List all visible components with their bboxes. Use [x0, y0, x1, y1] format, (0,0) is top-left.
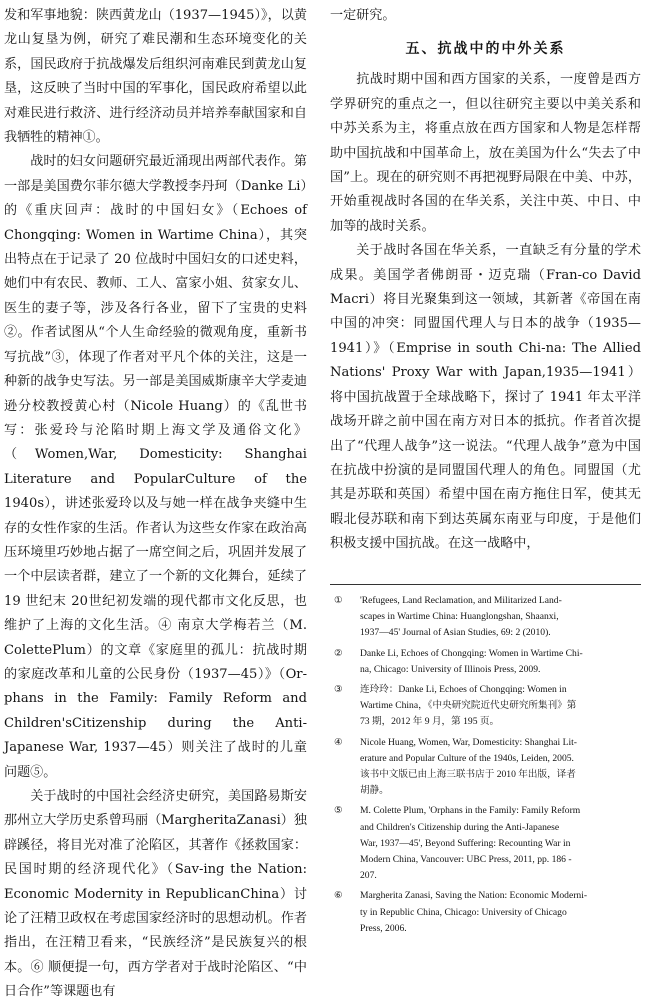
footnote-text [360, 646, 641, 678]
left-column [4, 4, 307, 1005]
text-line: 讨了 1941 年太平洋战场开辟之前中国在南方对 [330, 389, 641, 430]
text-line: 以中美关系和中苏关系为主，将重点放在西方 [330, 96, 642, 137]
text-line: na: The Allied Nations' Proxy War with Japan, [330, 340, 641, 381]
text-line: 一定研究。 [330, 8, 396, 23]
footnote-line: 73 期，2012 年 9 月，第 195 页。 [360, 716, 500, 728]
text-line: 在战争夹缝中生存的女性作家的生活。作者认 [4, 496, 308, 536]
text-line: 以黄龙山复垦为例，研究了难民潮和生态环境 [4, 8, 308, 48]
text-line: China）讨论了汪精卫政权在考虑国家经济时的 [4, 886, 307, 927]
text-line: 者对平凡个体的关注，这是一种新的战争史写 [4, 349, 307, 390]
footnote-text [360, 888, 641, 937]
text-line: 济”是民族复兴的根本。⑥ 顺便提一句，西方 [4, 935, 307, 975]
text-line: 究则不再把视野局限在中美、中苏，开始重视 [330, 170, 642, 210]
footnote-line: 207. [360, 870, 377, 882]
text-line: 45）则关注了战时的儿童问题⑤。 [4, 740, 307, 780]
footnote-mark: ⑤ [334, 805, 343, 817]
text-line: 姐、贫家女儿、医生的妻子等，涉及各行各业， [4, 276, 308, 316]
text-line: 世纪初发端的现代都市文化反思，也维护了上 [4, 593, 307, 634]
footnote [330, 646, 641, 678]
text-line: 法。另一部是美国威斯康辛大学麦迪逊分校教 [4, 374, 308, 414]
footnotes [330, 584, 641, 941]
text-line: 庭改革和儿童的公民身份（1937—45）》（Or- [31, 666, 307, 682]
footnote-line: 连玲玲：Danke Li, Echoes of Chongqing: Women in [360, 684, 567, 696]
footnote-line: scapes in Wartime China: Huanglongshan, Shaanxi, [360, 611, 559, 623]
text-line: 战时的妇女问题研究最近涌现出两部代 [30, 154, 255, 170]
footnote-text [360, 803, 641, 884]
text-line: 1935—1941）将中国抗战置于全球战略下，探 [330, 365, 641, 405]
text-line: Zanasi）独辟蹊径，将目光对准了沦陷区，其著 [4, 813, 307, 853]
right-column [330, 4, 641, 557]
footnote-mark: ③ [334, 684, 343, 696]
text-line: 表作。第一部是美国费尔菲尔德大学教授李丹珂 [4, 154, 308, 194]
text-line: 述史料，她们中有农民、教师、工人、富家小 [4, 252, 307, 292]
footnote [330, 888, 641, 937]
text-line: 发和军事地貌：陕西黄龙山（1937—1945）》， [4, 8, 281, 23]
text-line: 于是他们积极支援中国抗战。在这一战略中， [330, 511, 642, 552]
footnote-text [360, 682, 641, 731]
text-line: 等的战时关系。 [343, 218, 435, 234]
footnote-line: 胡静。 [360, 785, 389, 797]
footnote-line: erature and Popular Culture of the 1940s, Leiden, 2005. [360, 752, 574, 764]
footnote-line: Danke Li, Echoes of Chongqing: Women in Wartime Chi- [360, 647, 583, 659]
text-line: 是西方学界研究的重点之一，但以往研究主要 [330, 72, 641, 112]
text-line: 演的是同盟国代理人的角色。同盟国（尤其是 [330, 462, 642, 503]
text-line: 作《拯救国家：民国时期的经济现代化》（Sav- [4, 837, 308, 878]
footnote-line: Margherita Zanasi, Saving the Nation: Economic Moderni- [360, 890, 588, 902]
paragraph [4, 785, 307, 1005]
right-paragraphs [330, 68, 641, 556]
footnote-line: 'Refugees, Land Reclamation, and Militarized Land- [360, 595, 562, 606]
text-line: 授黄心村（Nicole Huang）的《乱世书写：张爱 [4, 398, 308, 438]
footnote [330, 735, 641, 800]
text-line: Citizenship during the Anti-Japanese War, 1937— [4, 715, 307, 756]
text-line: 学者对于战时沦陷区、“中日合作”等课题也有 [4, 959, 307, 1000]
footnote-line: ty in Republic China, Chicago: University of Chicago [360, 906, 567, 918]
text-line: Plum）的文章《家庭里的孤儿：抗战时期的家 [4, 642, 307, 682]
text-line: 化，国民政府希望以此对难民进行救济、进行 [4, 81, 308, 121]
text-line: （Echoes of Chongqing: Women in Wartime China）， [4, 203, 307, 243]
text-line: 建立了一个新的文化舞台，延续了 19 世纪末 20 [4, 569, 308, 609]
text-line: 经验的微观角度，重新书写抗战”③，体现了作 [4, 325, 307, 365]
text-line: 的学术成果。美国学者佛朗哥・迈克瑞（Fran- [330, 243, 641, 283]
text-line: 为这些女作家在政治高压环境里巧妙地占据了 [4, 520, 308, 560]
text-line: 战时各国的在华关系，关注中英、中日、中加 [330, 194, 642, 234]
footnote-mark: ④ [334, 736, 343, 748]
text-line: ing the Nation: Economic Modernity in Republican [4, 862, 307, 902]
text-line: 玲与沦陷时期上海文学及通俗文化》（Women, [4, 422, 308, 463]
footnote-line: Wartime China，《中央研究院近代史研究所集刊》第 [360, 700, 577, 712]
footnote-mark: ② [334, 647, 343, 659]
footnote-line: Press, 2006. [360, 922, 407, 934]
text-line: 著《帝国在南中国的冲突：同盟国代理人与日 [330, 292, 641, 332]
text-line: 抗战时期中国和西方国家的关系，一度曾 [356, 72, 601, 88]
footnote [330, 803, 641, 884]
footnote-line: 1937—45' Journal of Asian Studies, 69: 2 (2010). [360, 627, 551, 639]
text-line: 难民到黄龙山复垦，这反映了当时中国的军事 [4, 56, 308, 97]
footnote-line: and Children's Citizenship during the Anti-Japanese [360, 821, 560, 833]
footnote-text [360, 735, 641, 800]
footnote-line: M. Colette Plum, 'Orphans in the Family: Family Reform [360, 805, 581, 817]
text-line: 其突出特点在于记录了 20 位战时中国妇女的口 [4, 227, 308, 268]
right-lead-paragraph [330, 4, 641, 28]
paragraph [330, 68, 641, 239]
text-line: 放在美国为什么“失去了中国”上。现在的研 [330, 145, 641, 186]
footnote-mark: ⑥ [334, 890, 343, 902]
footnote [330, 682, 641, 731]
text-line: 思想动机。作者指出，在汪精卫看来，“民族经 [4, 911, 308, 951]
text-line: 这一说法。“代理人战争”意为中国在抗战中扮 [330, 438, 642, 478]
text-line: Culture of the 1940s），讲述张爱玲以及与她一样 [4, 471, 307, 512]
text-line: 日本的抵抗。作者首次提出了“代理人战争” [330, 414, 642, 454]
text-line: 一席空间之后，巩固并发展了一个中层读者群， [4, 544, 308, 585]
text-line: 本的战争（1935—1941）》（Emprise in south Chi- [330, 316, 641, 356]
text-line: 苏联和英国）希望中国在南方拖住日军，使其 [357, 487, 628, 503]
footnote-line: Modern China, Vancouver: UBC Press, 2011, pp. 186 - [360, 854, 572, 866]
footnote [330, 593, 641, 642]
text-line: 关于战时各国在华关系，一直缺乏有分量 [356, 243, 601, 259]
text-line: co David Macri）将目光聚集到这一领域，其新 [330, 267, 641, 308]
footnote-text [360, 593, 641, 642]
footnote-line: War, 1937—45', Beyond Suffering: Recounting War in [360, 837, 571, 849]
text-line: 经济动员并培养奉献国家和自我牺牲的精神①。 [4, 105, 308, 146]
text-line: 无暇北侵苏联和南下到达英属东南亚与印度， [330, 487, 642, 527]
footnote-mark: ① [334, 595, 343, 606]
footnote-line: na, Chicago: University of Illinois Press, 2009. [360, 663, 541, 675]
text-line: 留下了宝贵的史料②。作者试图从“个人生命 [4, 300, 308, 341]
section-title: 五、抗战中的中外关系 [405, 41, 566, 58]
text-line: 易斯安那州立大学历史系曾玛丽（Margherita [4, 789, 308, 829]
text-line: 关于战时的中国社会经济史研究，美国路 [30, 789, 268, 804]
text-line: War, Domesticity: Shanghai Literature and Popular [4, 447, 307, 487]
text-line: 海的文化生活。④ 南京大学梅若兰（M. Colette [4, 618, 308, 658]
text-line: 国家和人物是怎样帮助中国抗战和中国革命上， [330, 121, 642, 161]
text-line: 变化的关系，国民政府于抗战爆发后组织河南 [4, 32, 308, 72]
footnote-line: Nicole Huang, Women, War, Domesticity: Shanghai Lit- [360, 736, 577, 748]
text-line: phans in the Family: Family Reform and Children's [4, 691, 307, 731]
footnote-line: 该书中文版已由上海三联书店于 2010 年出版，译者 [360, 769, 576, 781]
text-line: （Danke Li）的《重庆回声：战时的中国妇女》 [4, 178, 308, 219]
paragraph [330, 239, 641, 556]
paragraph [4, 4, 307, 150]
paragraph [4, 150, 307, 785]
